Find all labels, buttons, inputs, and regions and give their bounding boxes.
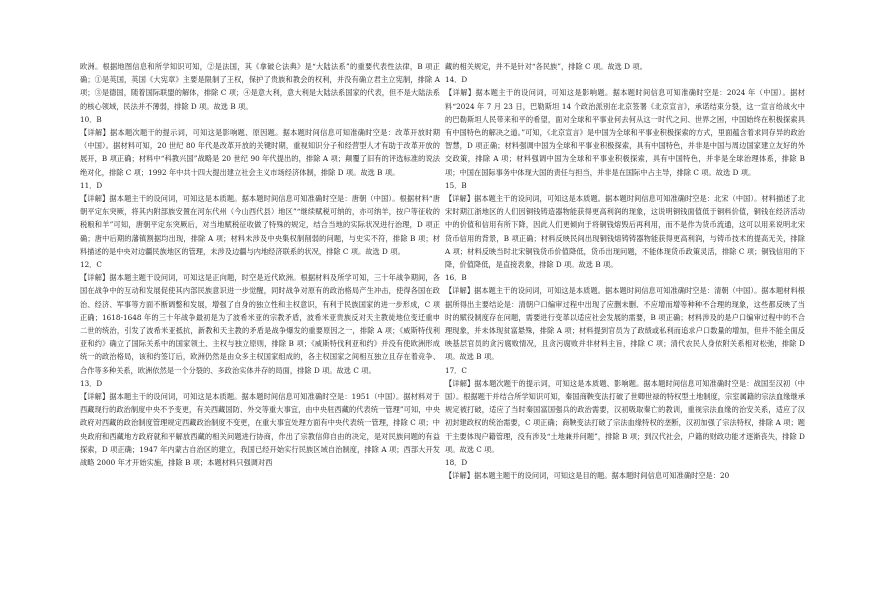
question-number-15: 15．B	[445, 180, 467, 190]
explanation-14: 【详解】据本题主干的设问词，可知这是影响题。据本题时间信息可知准确时空是：2024 年（中国）。据材料“2024 年 7 月 23 日，巴勒斯坦 14 个政治派别在北京签署《北京宣言》，承诺结束分裂，这一宣言给战火中的巴勒斯坦人民带来和平的希望，面对全球和平事业何去何从这一时代之问、世界之困，中国始终在积极探索具有中国特色的解决之道。”可知，《北京宣言》是中国为全球和平事业积极探索的方式，里面蕴含着求同存异的政治智慧，D 项正确；材料强调中国为全球和平事业积极探索，具有中国特色，并非是中国与周边国家建立友好的外交政策，排除 A 项；材料强调中国为全球和平事业积极探索，具有中国特色，并非是全球治理体系，排除 B 项；中国在国际事务中体现大国的责任与担当，并非是在国际中占主导，排除 C 项。故选 D 项。	[445, 88, 805, 177]
explanation-15: 【详解】据本题主干的设问词，可知这是本质题。据本题时间信息可知准确时空是：北宋（中国）。材料描述了北宋时期江浙地区的人们因铜钱铸造器物能获得更高利润的现象，这说明铜钱面值低于铜料价值，铜钱在经济活动中的价值和信用有所下降，因此人们更倾向于将铜钱熔毁后再利用，而不是作为货币流通，这可以用来说明北宋货币信用的背景，B 项正确；材料反映民间出现铜钱熔铸铸器物能获得更高利润，与铸币技术的提高无关，排除 A 项；材料反映当时北宋铜钱货币价值降低，货币出现问题，不能体现货币政策灵活，排除 C 项；铜钱信用的下降，价值降低，是直接表象，排除 D 项。故选 B 项。	[445, 194, 805, 270]
left-column	[80, 60, 440, 469]
explanation-12: 【详解】据本题主题干设问词，可知这是正向题，时空是近代欧洲。根据材料及所学可知，三十年战争期间，各国在战争中的互动和发展促使其内部民族意识进一步觉醒，同时战争对原有的政治格局产生冲击，使得各国在政治、经济、军事等方面不断调整和发展，增强了自身的独立性和主权意识，有利于民族国家的进一步形成，C 项正确；1618-1648 年的三十年战争最初是为了波希米亚的宗教矛盾，波希米亚贵族反对天主教徒地位变迁重申二世的统治，引发了波希米亚抵抗，新教和天主教的矛盾是战争爆发的重要原因之一，排除 A 项；《威斯特伐利亚和约》确立了国际关系中的国家领土、主权与独立原则，排除 B 项；《威斯特伐利亚和约》并没有使欧洲形成统一的政治格局，该和约签订后，欧洲仍然是由众多主权国家组成的，各主权国家之间相互独立且存在着竞争、合作等多种关系，欧洲依然是一个分裂的、多政治实体并存的局面，排除 D 项。故选 C 项。	[80, 273, 440, 375]
question-number-11: 11．D	[80, 180, 103, 190]
question-number-10: 10．B	[80, 114, 102, 124]
explanation-13-continued: 藏的相关规定，并不是针对“各民族”，排除 C 项。故选 D 项。	[445, 62, 647, 71]
question-number-13: 13．D	[80, 378, 103, 388]
answer-continuation: 欧洲。根据地图信息和所学知识可知，②是法国，其《拿破仑法典》是“大陆法系”的重要代表性法律，B 项正确；①是英国，英国《大宪章》主要是限制了王权，保护了贵族和教会的权利，并没有确立君主立宪制，排除 A 项；③是德国，随着国际联盟的解体，排除 C 项；④是意大利，意大利是大陆法系国家的代表，但不是大陆法系的核心领域，民法并不薄弱，排除 D 项。故选 B 项。	[80, 62, 440, 111]
explanation-13: 【详解】据本题主干的设问词，可知这是本质题。据本题时间信息可知准确时空是：1951（中国）。据材料对于西藏现行的政治制度中央不予变更，有关西藏国防、外交等重大事宜，由中央驻西藏的代表统一管理”可知，中央政府对西藏的政治制度管理规定西藏政治制度不变更，在重大事宜处理方面有中央代表统一管理，排除 C 项；中央政府和西藏地方政府就和平解放西藏的相关问题进行协商，作出了宗教信仰自由的决定，是对民族问题的有益探索，D 项正确；1947 年内蒙古自治区的建立，我国已经开始实行民族区域自治制度，排除 A 项；西部大开发战略 2000 年才开始实施，排除 B 项；本题材料只强调对西	[80, 392, 440, 468]
question-number-18: 18．D	[445, 458, 468, 468]
explanation-18: 【详解】据本题主题干的设问词，可知这是目的题。据本题时间信息可知准确时空是：20	[445, 471, 730, 481]
question-number-17: 17．C	[445, 365, 467, 375]
question-number-14: 14．D	[445, 75, 468, 85]
right-column	[445, 60, 805, 483]
question-number-12: 12．C	[80, 260, 102, 270]
explanation-10: 【详解】据本题次题干的提示词，可知这是影响题、原因题。据本题时间信息可知准确时空是：改革开放时期（中国）。据材料可知，20 世纪 80 年代是改革开放的关键时期，重视知识分子和经营型人才有助于改革开放的展开，B 项正确；材料中“科教兴国”战略是 20 世纪 90 年代提出的，排除 A 项；颠覆了旧有的评选标准的说法绝对化，排除 C 项；1992 年中共十四大提出建立社会主义市场经济体制，排除 D 项。故选 B 项。	[80, 128, 440, 177]
explanation-11: 【详解】据本题主干的设问词，可知这是本质题。据本题时间信息可知准确时空是：唐朝（中国）。根据材料“唐朝平定东突厥，将其内附部族安置在河东代州（今山西代县）地区”“继续赋税可纳的，亦可纳羊，按户等征收的税粮和羊”可知，唐朝平定东突厥后，对当地赋税征收做了特殊的规定，结合当地的实际状况进行治理，D 项正确；唐中后期的藩镇割据均出现，排除 A 项；材料未涉及中央集权制削弱的问题，与史实不符，排除 B 项；材料描述的是中央对边疆民族地区的管理，未涉及边疆与内地经济联系的状况，排除 C 项。故选 D 项。	[80, 194, 440, 256]
explanation-17: 【详解】据本题次题干的提示词，可知这是本质题、影响题。据本题时间信息可知准确时空是：战国至汉初（中国）。根据题干并结合所学知识可知，秦国商鞅变法打破了世卿世禄的特权型土地制度，宗室属籍的宗法血缘继承规定被打破，适应了当时秦国富国强兵的政治需要，汉初吸取秦亡的教训，重视宗法血缘的治安关系，适应了汉初封建政权的统治需要，C 项正确；商鞅变法打破了宗法血缘特权的垄断，汉初加强了宗法特权，排除 A 项；题干主要体现户籍管理，没有涉及“土地兼并问题”，排除 B 项；到汉代社会，户籍的财政功能才逐渐丧失，排除 D 项。故选 C 项。	[445, 378, 805, 454]
question-number-16: 16．B	[445, 273, 467, 283]
explanation-16: 【详解】据本题主干的设问词，可知这是本质题。据本题时间信息可知准确时空是：清朝（中国）。据本题材料根据所得出主要结论是：清朝户口编审过程中出现了应删未删、不应增而增等种种不合理的现象，这些都反映了当时的赋役制度存在问题，需要进行变革以适应社会发展的需要，B 项正确；材料涉及的是户口编审过程中的不合理现象，并未体现贫富悬殊，排除 A 项；材料提到官员为了政绩或私利而追求户口数量的增加，但并不能全面反映基层官员的贪污腐败情况，且贪污腐败并非材料主旨，排除 C 项；清代农民人身依附关系相对松弛，排除 D 项。故选 B 项。	[445, 286, 805, 362]
